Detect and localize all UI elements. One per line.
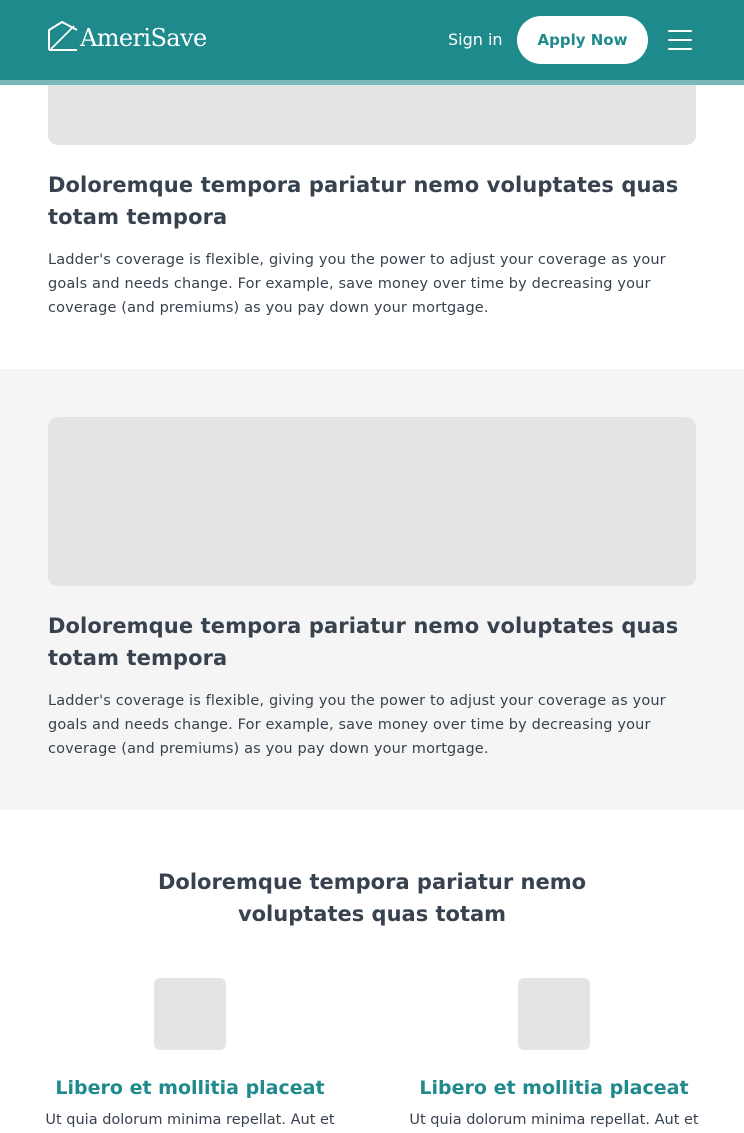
content-section-2 — [0, 369, 744, 810]
logo-text: AmeriSave — [80, 24, 207, 52]
section-1-heading: Doloremque tempora pariatur nemo voluptates quas totam tempora — [48, 173, 679, 229]
hamburger-menu-icon[interactable] — [668, 30, 692, 50]
feature-text: Ut quia dolorum minima repellat. Aut et — [409, 1112, 699, 1128]
sign-in-link[interactable]: Sign in — [448, 30, 503, 49]
apply-now-button[interactable]: Apply Now — [517, 16, 648, 64]
house-logo-icon — [48, 21, 78, 51]
section-1-body: Ladder's coverage is flexible, giving you the power to adjust your coverage as your goals and needs change. For example, save money over time by decreasing your coverage (and premiums) as you pay down your mortgage. — [48, 252, 666, 316]
feature-item — [20, 978, 360, 1132]
features-heading: Doloremque tempora pariatur nemo voluptates quas totam — [157, 870, 587, 926]
site-header — [0, 0, 744, 80]
section-2-image — [48, 417, 696, 586]
section-2-body: Ladder's coverage is flexible, giving you the power to adjust your coverage as your goals and needs change. For example, save money over time by decreasing your coverage (and premiums) as you pay down your mortgage. — [48, 693, 666, 757]
feature-image — [154, 978, 226, 1050]
header-accent-bar — [0, 80, 744, 85]
feature-text: Ut quia dolorum minima repellat. Aut et — [45, 1112, 335, 1128]
feature-title: Libero et mollitia placeat — [419, 1077, 689, 1099]
feature-image — [518, 978, 590, 1050]
features-section — [0, 810, 744, 1133]
feature-title: Libero et mollitia placeat — [55, 1077, 325, 1099]
section-2-heading: Doloremque tempora pariatur nemo voluptates quas totam tempora — [48, 614, 679, 670]
amerisave-logo[interactable] — [48, 20, 207, 52]
feature-item — [384, 978, 724, 1132]
